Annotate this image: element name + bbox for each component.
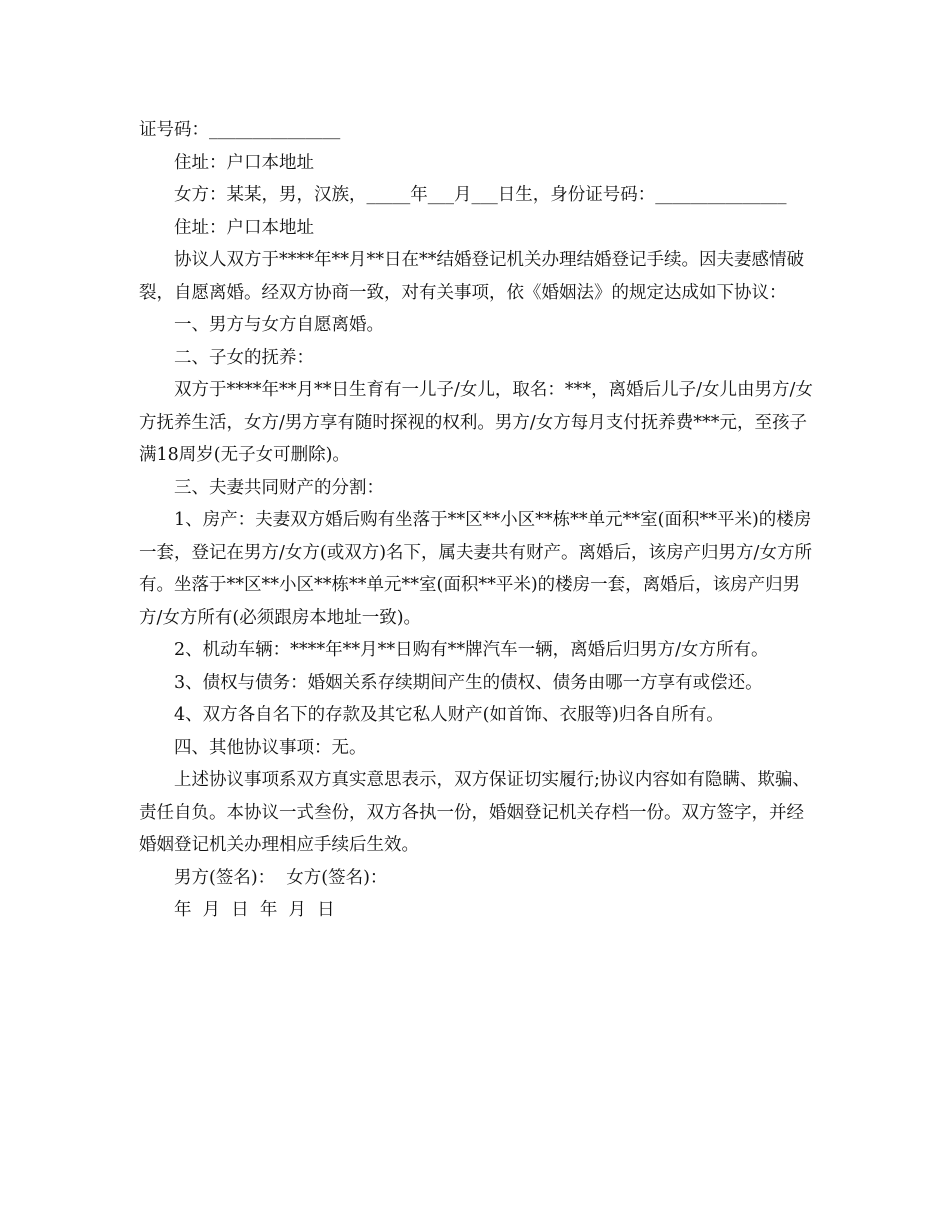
clause-divorce: 一、男方与女方自愿离婚。 [174,315,384,335]
clause-property-debt: 3、债权与债务：婚姻关系存续期间产生的债权、债务由哪一方享有或偿还。 [174,672,763,693]
female-info-line: 女方：某某，男，汉族，_____年___月___日生，身份证号码：_______________ [174,185,787,205]
date-line: 年 月 日 年 月 日 [174,900,335,920]
clause-property-house: 1、房产：夫妻双方婚后购有坐落于**区**小区**栋**单元**室(面积**平米)的楼房一套，登记在男方/女方(或双方)名下，属夫妻共有财产。离婚后，该房产归男方/女方所有。坐落于**区**小区**栋**单元**室(面积**平米)的楼房一套，离婚后，该房产归男方/女方所有(必须跟房本地址一致)。 [139,510,812,628]
agreement-closing: 上述协议事项系双方真实意思表示，双方保证切实履行;协议内容如有隐瞒、欺骗、责任自负。本协议一式叁份，双方各执一份，婚姻登记机关存档一份。双方签字，并经婚姻登记机关办理相应手续后生效。 [139,770,810,855]
clause-child-heading: 二、子女的抚养： [174,347,314,368]
signature-line: 男方(签名)： 女方(签名)： [174,867,388,888]
clause-property-heading: 三、夫妻共同财产的分割： [174,477,384,498]
id-number-line: 证号码：_______________ [139,120,341,140]
agreement-intro: 协议人双方于****年**月**日在**结婚登记机关办理结婚登记手续。因夫妻感情破裂，自愿离婚。经双方协商一致，对有关事项，依《婚姻法》的规定达成如下协议： [139,250,804,303]
clause-child-body: 双方于****年**月**日生育有一儿子/女儿，取名：***，离婚后儿子/女儿由男方/女方抚养生活，女方/男方享有随时探视的权利。男方/女方每月支付抚养费***元，至孩子满18周岁(无子女可删除)。 [139,380,813,465]
clause-other: 四、其他协议事项：无。 [174,737,367,758]
clause-property-vehicle: 2、机动车辆：****年**月**日购有**牌汽车一辆，离婚后归男方/女方所有。 [174,640,769,660]
document-body [139,114,815,927]
clause-property-savings: 4、双方各自名下的存款及其它私人财产(如首饰、衣服等)归各自所有。 [174,705,724,725]
male-address-line: 住址：户口本地址 [174,152,314,173]
female-address-line: 住址：户口本地址 [174,217,314,238]
